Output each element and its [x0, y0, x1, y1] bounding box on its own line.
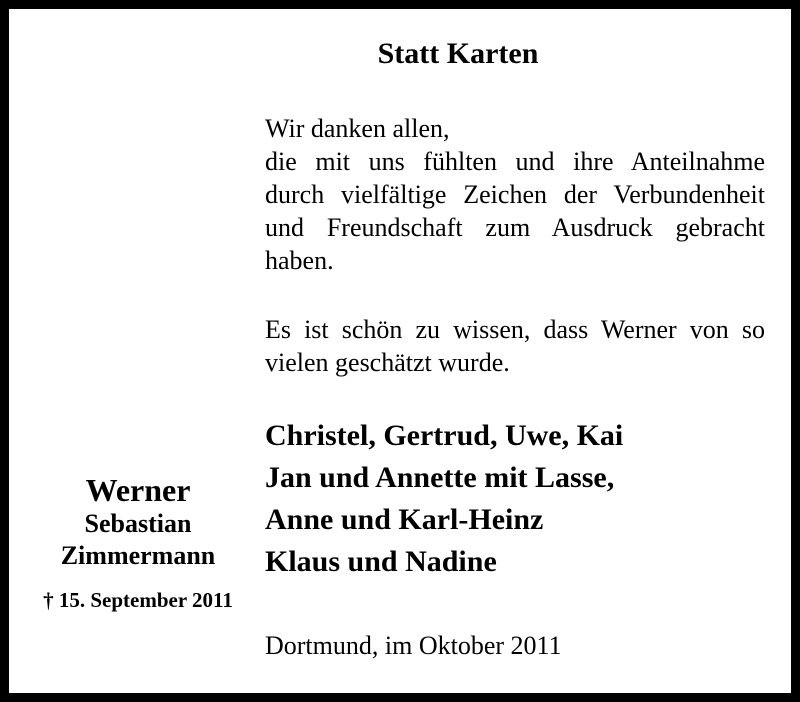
thanks-line: die mit uns fühlten und ihre Anteilnahme	[265, 147, 765, 176]
signer-line: Klaus und Nadine	[265, 545, 497, 578]
death-date: † 15. September 2011	[43, 588, 233, 612]
signers-list	[265, 415, 785, 583]
deceased-last-name: Zimmermann	[60, 541, 216, 570]
notice-heading: Statt Karten	[377, 37, 539, 70]
place-date: Dortmund, im Oktober 2011	[265, 631, 562, 660]
appreciation-line: Es ist schön zu wissen, dass Werner von so	[265, 315, 765, 344]
deceased-block	[18, 472, 258, 614]
deceased-first-name: Werner	[85, 472, 191, 508]
thanks-line: haben.	[265, 246, 334, 275]
signer-line: Jan und Annette mit Lasse,	[265, 461, 615, 494]
signer-line: Christel, Gertrud, Uwe, Kai	[265, 419, 624, 452]
thanks-line: Wir danken allen,	[265, 114, 450, 143]
appreciation-paragraph	[265, 313, 765, 379]
appreciation-line: vielen geschätzt wurde.	[265, 348, 510, 377]
deceased-middle-name: Sebastian	[84, 509, 192, 538]
thanks-line: durch vielfältige Zeichen der Verbundenheit	[265, 180, 765, 209]
thanks-paragraph	[265, 112, 765, 277]
signer-line: Anne und Karl-Heinz	[265, 503, 544, 536]
thanks-line: und Freundschaft zum Ausdruck gebracht	[265, 213, 765, 242]
